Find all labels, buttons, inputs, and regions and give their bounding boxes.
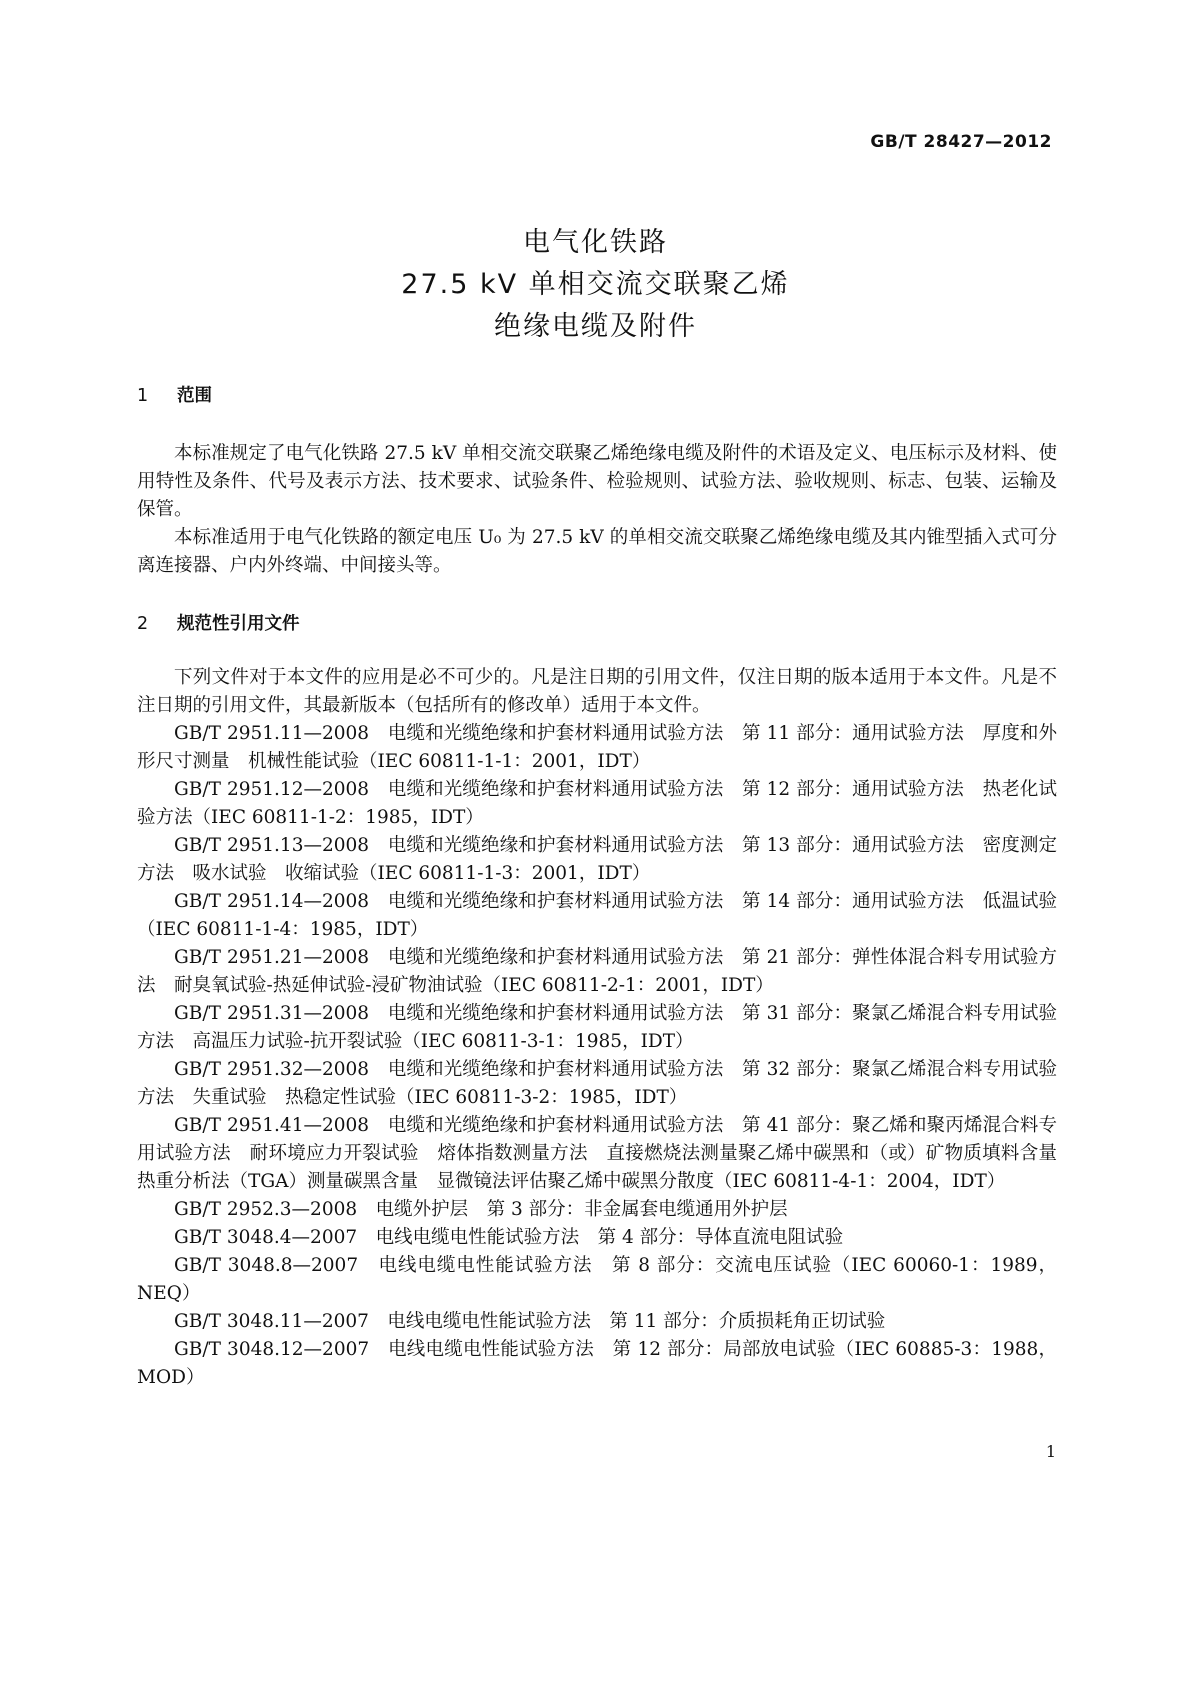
reference-item: GB/T 2951.13—2008 电缆和光缆绝缘和护套材料通用试验方法 第 13 部分：通用试验方法 密度测定方法 吸水试验 收缩试验（IEC 60811-1-3：2001，IDT） bbox=[137, 835, 1057, 884]
reference-item: GB/T 3048.4—2007 电线电缆电性能试验方法 第 4 部分：导体直流电阻试验 bbox=[174, 1227, 844, 1248]
title-line-2: 27.5 kV 单相交流交联聚乙烯 bbox=[401, 269, 790, 300]
reference-item: GB/T 2951.12—2008 电缆和光缆绝缘和护套材料通用试验方法 第 12 部分：通用试验方法 热老化试验方法（IEC 60811-1-2：1985，IDT） bbox=[137, 779, 1057, 828]
standard-number: GB/T 28427—2012 bbox=[870, 132, 1052, 152]
reference-item: GB/T 2951.32—2008 电缆和光缆绝缘和护套材料通用试验方法 第 32 部分：聚氯乙烯混合料专用试验方法 失重试验 热稳定性试验（IEC 60811-3-2：1985，IDT） bbox=[137, 1059, 1057, 1108]
reference-item: GB/T 3048.8—2007 电线电缆电性能试验方法 第 8 部分：交流电压试验（IEC 60060-1：1989，NEQ） bbox=[137, 1255, 1057, 1304]
section-1-title: 范围 bbox=[177, 386, 212, 406]
section-2-intro-block bbox=[137, 664, 1057, 720]
reference-list bbox=[137, 720, 1076, 1392]
reference-item: GB/T 2951.21—2008 电缆和光缆绝缘和护套材料通用试验方法 第 21 部分：弹性体混合料专用试验方法 耐臭氧试验-热延伸试验-浸矿物油试验（IEC 60811-2-1：2001，IDT） bbox=[137, 947, 1057, 996]
reference-item: GB/T 2951.31—2008 电缆和光缆绝缘和护套材料通用试验方法 第 31 部分：聚氯乙烯混合料专用试验方法 高温压力试验-抗开裂试验（IEC 60811-3-1：1985，IDT） bbox=[137, 1003, 1057, 1052]
reference-item: GB/T 2951.14—2008 电缆和光缆绝缘和护套材料通用试验方法 第 14 部分：通用试验方法 低温试验（IEC 60811-1-4：1985，IDT） bbox=[137, 891, 1057, 940]
title-line-3: 绝缘电缆及附件 bbox=[494, 311, 697, 342]
section-2-heading bbox=[137, 610, 300, 638]
title-line-1: 电气化铁路 bbox=[523, 227, 668, 258]
scope-paragraph-2: 本标准适用于电气化铁路的额定电压 U₀ 为 27.5 kV 的单相交流交联聚乙烯绝缘电缆及其内锥型插入式可分离连接器、户内外终端、中间接头等。 bbox=[137, 527, 1057, 576]
section-1-body bbox=[137, 440, 1057, 580]
document-title bbox=[0, 222, 1191, 348]
page-number: 1 bbox=[1045, 1442, 1056, 1461]
section-1-number: 1 bbox=[137, 386, 149, 406]
reference-item: GB/T 3048.12—2007 电线电缆电性能试验方法 第 12 部分：局部放电试验（IEC 60885-3：1988，MOD） bbox=[137, 1339, 1057, 1388]
reference-item: GB/T 3048.11—2007 电线电缆电性能试验方法 第 11 部分：介质损耗角正切试验 bbox=[174, 1311, 886, 1332]
scope-paragraph-1: 本标准规定了电气化铁路 27.5 kV 单相交流交联聚乙烯绝缘电缆及附件的术语及定义、电压标示及材料、使用特性及条件、代号及表示方法、技术要求、试验条件、检验规则、试验方法、验收规则、标志、包装、运输及保管。 bbox=[137, 443, 1057, 520]
reference-item: GB/T 2951.41—2008 电缆和光缆绝缘和护套材料通用试验方法 第 41 部分：聚乙烯和聚丙烯混合料专用试验方法 耐环境应力开裂试验 熔体指数测量方法 直接燃烧法测量聚乙烯中碳黑和（或）矿物质填料含量 热重分析法（TGA）测量碳黑含量 显微镜法评估聚乙烯中碳黑分散度（IEC 60811-4-1：2004，IDT） bbox=[137, 1115, 1076, 1192]
reference-item: GB/T 2952.3—2008 电缆外护层 第 3 部分：非金属套电缆通用外护层 bbox=[174, 1199, 788, 1220]
section-2-number: 2 bbox=[137, 614, 149, 634]
reference-item: GB/T 2951.11—2008 电缆和光缆绝缘和护套材料通用试验方法 第 11 部分：通用试验方法 厚度和外形尺寸测量 机械性能试验（IEC 60811-1-1：2001，IDT） bbox=[137, 723, 1057, 772]
normative-intro: 下列文件对于本文件的应用是必不可少的。凡是注日期的引用文件，仅注日期的版本适用于本文件。凡是不注日期的引用文件，其最新版本（包括所有的修改单）适用于本文件。 bbox=[137, 667, 1057, 716]
section-1-heading bbox=[137, 382, 212, 410]
section-2-title: 规范性引用文件 bbox=[177, 614, 300, 634]
